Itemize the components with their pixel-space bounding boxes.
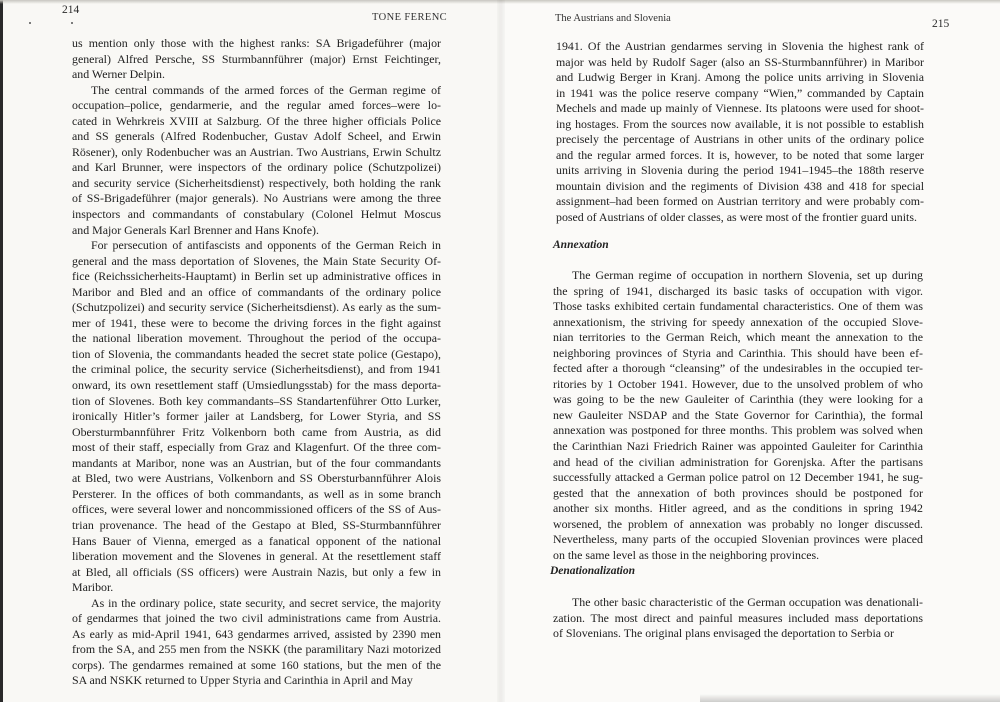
text-line: and Werner Delpin. xyxy=(72,67,165,82)
text-line: mountain division and the regiments of Division 438 and 418 for special xyxy=(556,178,924,193)
text-line: zation. The most direct and painful measures included mass deportations xyxy=(553,610,923,625)
text-line: corps). The gendarmes remained at some 160 stations, but the men of the xyxy=(72,657,441,672)
text-line: the criminal police, the security service (Sicherheitsdienst), and from 1941 xyxy=(72,362,441,377)
section-heading-annexation: Annexation xyxy=(553,239,609,251)
text-line: of Slovenians. The original plans envisaged the deportation to Serbia or xyxy=(553,626,894,641)
text-line: the spring of 1941, discharged its basic tasks of occupation with vigor. xyxy=(553,283,923,298)
text-line: new Gauleiter NSDAP and the State Governor for Carinthia), the formal xyxy=(553,407,923,422)
right-page xyxy=(500,0,1000,702)
text-line: at Bled, two were Austrians, Volkenborn and SS Obersturbannführer Alois xyxy=(72,471,441,486)
text-line: at Bled, all officials (SS officers) were Austrain Nazis, but only a few in xyxy=(72,564,441,579)
text-line: Maribor. xyxy=(72,580,114,595)
text-line: was going to be the new Gauleiter of Carinthia (they were looking for a xyxy=(553,392,923,407)
text-line: inspectors and commandants of constabulary (Colonel Helmut Moscus xyxy=(72,207,441,222)
text-line: annexationism, the striving for speedy annexation of the occupied Slove- xyxy=(553,314,923,329)
text-line: us mention only those with the highest ranks: SA Brigadeführer (major xyxy=(72,36,441,50)
text-line: successfully attacked a German police patrol on 12 December 1941, he sug- xyxy=(553,470,923,485)
text-line: Nevertheless, many parts of the occupied Slovenian provinces were placed xyxy=(553,532,923,547)
text-line: trian provenance. The head of the Gestapo at Bled, SS-Sturmbannführer xyxy=(72,517,441,532)
text-line: As early as mid-April 1941, 643 gendarmes arrived, assisted by 2390 men xyxy=(72,626,441,641)
text-line: and Ludwig Berger in Kranj. Among the police units arriving in Slovenia xyxy=(556,70,924,85)
text-line: the national liberation movement. Throughout the period of the occupa- xyxy=(72,331,441,346)
text-line: worsened, the problem of annexation was probably no longer discussed. xyxy=(553,516,923,531)
left-body-text xyxy=(72,36,441,689)
book-gutter xyxy=(497,0,505,702)
text-line: major was held by Rudolf Sager (also an SS-Sturmbannführer) in Maribor xyxy=(556,54,924,69)
denationalization-text xyxy=(553,595,923,642)
text-line: offices, were several lower and noncommissioned officers of the SS of Aus- xyxy=(72,502,441,517)
text-line: nian territories to the German Reich, which meant the annexation to the xyxy=(553,330,923,345)
text-line: Those tasks exhibited certain fundamental characteristics. One of them was xyxy=(553,299,923,314)
text-line: Mechels and made up mainly of Viennese. Its platoons were used for shoot- xyxy=(556,101,924,116)
text-line: Hans Bauer of Vienna, emerged as a fanatical opponent of the national xyxy=(72,533,441,548)
text-line: annexation was postponed for three months. This problem was solved when xyxy=(553,423,923,438)
text-line: the Carinthian Nazi Friedrich Rainer was appointed Gauleiter for Carinthia xyxy=(553,439,923,454)
text-line: SA and NSKK returned to Upper Styria and Carinthia in April and May xyxy=(72,673,413,688)
scan-speck xyxy=(29,22,31,24)
text-line: of SS-Brigadeführer (major generals). No Austrians were among the three xyxy=(72,191,441,206)
running-head: The Austrians and Slovenia xyxy=(555,13,671,24)
text-line: Obersturmbannführer Fritz Volkenborn both came from Austria, as did xyxy=(72,424,441,439)
text-line: units arriving in Slovenia during the period 1941–1945–the 188th reserve xyxy=(556,163,924,178)
text-line: assignment–had been formed on Austrian territory and were probably com- xyxy=(556,194,924,209)
text-line: fice (Reichssicherheits-Hauptamt) in Berlin set up administrative offices in xyxy=(72,269,441,284)
text-line: Rösener), only Rodenbucher was an Austrian. Two Austrians, Erwin Schultz xyxy=(72,144,441,159)
text-line: The central commands of the armed forces of the German regime of xyxy=(91,82,441,97)
right-intro-text xyxy=(556,39,924,226)
text-line: and the regular armed forces. It is, however, to be noted that some larger xyxy=(556,147,924,162)
text-line: For persecution of antifascists and opponents of the German Reich in xyxy=(91,238,441,253)
text-line: general and the mass deportation of Slovenes, the Main State Security Of- xyxy=(72,253,441,268)
text-line: The German regime of occupation in northern Slovenia, set up during xyxy=(572,268,923,282)
scan-speck xyxy=(71,22,73,24)
text-line: onward, its own resettlement staff (Umsiedlungsstab) for the mass deporta- xyxy=(72,378,441,393)
text-line: general) Alfred Persche, SS Sturmbannführer (major) Ernst Feichtinger, xyxy=(72,51,441,66)
section-heading-denationalization: Denationalization xyxy=(550,565,635,577)
text-line: gested that the annexation of both provinces should be postponed for xyxy=(553,485,923,500)
text-line: mer of 1941, these were to become the driving forces in the fight against xyxy=(72,315,441,330)
text-line: ironically Hitler’s former jailer at Landsberg, for Lower Styria, and SS xyxy=(72,409,441,424)
text-line: ritories by 1 October 1941. However, due to the unsolved problem of who xyxy=(553,376,923,391)
text-line: As in the ordinary police, state security, and secret service, the majority xyxy=(91,595,441,610)
text-line: and security service (Sicherheitsdienst) respectively, both holding the rank xyxy=(72,175,441,190)
text-line: mandants at Maribor, none was an Austrian, but of the four commandants xyxy=(72,455,441,470)
text-line: precisely the percentage of Austrians in other units of the ordinary police xyxy=(556,132,924,147)
text-line: (Schutzpolizei) and security service (Sicherheitsdienst). As early as the sum- xyxy=(72,300,441,315)
text-line: on the same level as those in the neighboring provinces. xyxy=(553,547,820,562)
page-number: 214 xyxy=(62,4,80,16)
text-line: tion of Slovenia, the commandants headed the secret state police (Gestapo), xyxy=(72,346,441,361)
running-head: TONE FERENC xyxy=(372,12,448,23)
text-line: of gendarmes that joined the two civil administrations came from Austria. xyxy=(72,611,441,626)
text-line: posed of Austrians of older classes, as were most of the frontier guard units. xyxy=(556,210,917,225)
text-line: fected after a thorough “cleansing” of the undesirables in the occupied ter- xyxy=(553,361,923,376)
scan-shadow xyxy=(700,694,1000,702)
text-line: cated in Wehrkreis XVIII at Salzburg. Of the three higher officials Police xyxy=(72,113,441,128)
text-line: in 1941 was the police reserve company “Wien,” commanded by Captain xyxy=(556,85,924,100)
text-line: and Karl Brunner, were inspectors of the ordinary police (Schutzpolizei) xyxy=(72,160,441,175)
text-line: The other basic characteristic of the German occupation was denationali- xyxy=(572,595,923,609)
page-number: 215 xyxy=(932,18,950,30)
text-line: 1941. Of the Austrian gendarmes serving in Slovenia the highest rank of xyxy=(556,39,924,53)
annexation-text xyxy=(553,268,923,563)
text-line: occupation–police, gendarmerie, and the regular amed forces–were lo- xyxy=(72,98,441,113)
text-line: neighboring provinces of Styria and Carinthia. This should have been ef- xyxy=(553,345,923,360)
text-line: ing hostages. From the sources now available, it is not possible to establish xyxy=(556,116,924,131)
text-line: and Major Generals Karl Brenner and Hans Knofe). xyxy=(72,222,319,237)
text-line: Persterer. In the offices of both commandants, as well as in some branch xyxy=(72,486,441,501)
text-line: Maribor and Bled and an office of commandants of the ordinary police xyxy=(72,284,441,299)
text-line: tion of Slovenes. Both key commandants–SS Standartenführer Otto Lurker, xyxy=(72,393,441,408)
scan-edge xyxy=(0,0,3,702)
text-line: and head of the civilian administration for Gorenjska. After the partisans xyxy=(553,454,923,469)
text-line: most of their staff, especially from Graz and Klagenfurt. Of the three com- xyxy=(72,440,441,455)
text-line: from the SA, and 255 men from the NSKK (the paramilitary Nazi motorized xyxy=(72,642,441,657)
text-line: liberation movement and the Slovenes in general. At the resettlement staff xyxy=(72,549,441,564)
text-line: and SS generals (Alfred Rodenbucher, Gustav Adolf Scheel, and Erwin xyxy=(72,129,441,144)
text-line: another six months. Hitler agreed, and as the conditions in spring 1942 xyxy=(553,501,923,516)
